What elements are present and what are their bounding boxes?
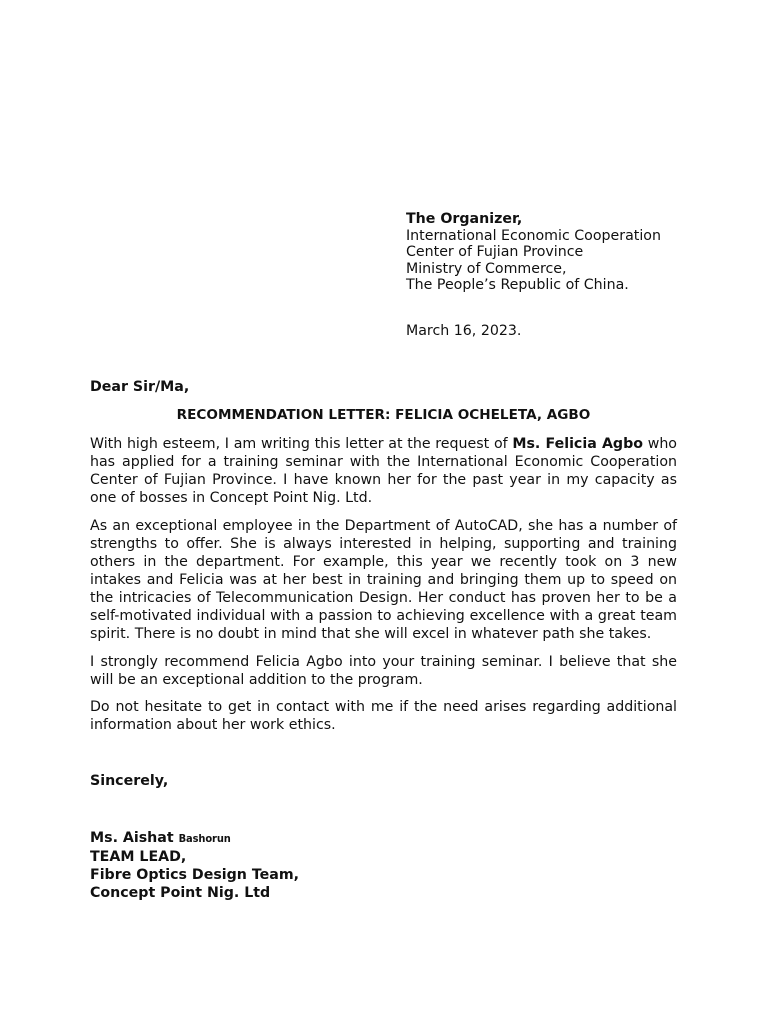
paragraph-intro: [90, 435, 677, 507]
signatory-team: Fibre Optics Design Team,: [90, 867, 299, 883]
paragraph-recommendation: I strongly recommend Felicia Agbo into your training seminar. I believe that she will be an exceptional addition to the program.: [90, 654, 677, 688]
closing: Sincerely,: [90, 773, 169, 789]
paragraph-text: With high esteem, I am writing this letter at the request of: [90, 436, 513, 452]
salutation: Dear Sir/Ma,: [90, 379, 190, 395]
recipient-heading: The Organizer,: [406, 211, 523, 227]
candidate-name: Ms. Felicia Agbo: [512, 436, 643, 452]
paragraph-contact: Do not hesitate to get in contact with me if the need arises regarding additional information about her work ethics.: [90, 699, 677, 733]
letter-date: March 16, 2023.: [406, 323, 522, 339]
paragraph-strengths: As an exceptional employee in the Department of AutoCAD, she has a number of strengths to offer. She is always interested in helping, supporting and training others in the department. For example, this year we recently took on 3 new intakes and Felicia was at her best in training and bringing them up to speed on the intricacies of Telecommunication Design. Her conduct has proven her to be a self-motivated individual with a passion to achieving excellence with a great team spirit. There is no doubt in mind that she will excel in whatever path she takes.: [90, 518, 677, 642]
recipient-line: International Economic Cooperation: [406, 227, 661, 244]
signatory-surname: Bashorun: [178, 832, 231, 845]
recipient-line: Center of Fujian Province: [406, 244, 584, 260]
signatory-title: TEAM LEAD,: [90, 849, 187, 865]
signatory-company: Concept Point Nig. Ltd: [90, 885, 271, 901]
signatory-name: Ms. Aishat: [90, 830, 174, 846]
recipient-line: The People’s Republic of China.: [406, 277, 629, 293]
recipient-line: Ministry of Commerce,: [406, 260, 567, 277]
paragraph-text: who has applied for a training seminar with the International Economic Cooperation Center of Fujian Province. I have known her for the past year in my capacity as one of bosses in Concept Point Nig. Ltd.: [90, 436, 677, 506]
recipient-address: [406, 211, 661, 294]
signatory-name-line: [90, 829, 677, 848]
signature-block: [90, 829, 677, 902]
subject-line: RECOMMENDATION LETTER: FELICIA OCHELETA, AGBO: [176, 407, 591, 423]
